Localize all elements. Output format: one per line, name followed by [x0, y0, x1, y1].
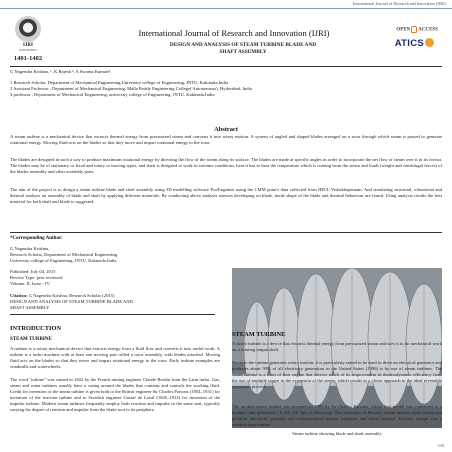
citation-label: Citation: — [10, 293, 28, 298]
abstract-rule — [10, 232, 442, 233]
open-lock-icon — [411, 26, 417, 33]
right-para-2: Because the turbine generates rotary motion, it is particularly suited to be used to drive an electrical generator and produces about 90% of all electricity generation in the United States (1996) is by use of steam turbines. The steam turbine is a form of heat engine that derives much of its improvement in thermodynamic efficiency from the use of multiple stages in the expansion of the steam, which results in a closer approach to the ideal reversible expansion process. — [232, 360, 442, 389]
review-type: Review Type: peer reviewed — [10, 275, 63, 280]
logo-sub: PUBLISHERS — [18, 48, 37, 52]
citation-line-2: DESIGN AND ANALYSIS OF STEAM TURBINE BLADE AND — [10, 299, 133, 304]
atics-logo — [395, 38, 434, 49]
header-rule — [10, 66, 442, 67]
corresponding-name: G Nagendra Krishna, — [10, 246, 50, 251]
running-title: International Journal of Research and Innovation (IJRI) — [352, 1, 446, 6]
corresponding-heading: *Corresponding Author: — [10, 236, 63, 241]
issn: 1401-1402 — [13, 55, 43, 62]
open-access-pre: OPEN — [396, 27, 411, 33]
right-steam-turbine-heading: STEAM TURBINE — [232, 331, 286, 338]
article-title-line1: DESIGN AND ANALYSIS OF STEAM TURBINE BLADE AND — [169, 42, 317, 48]
logo-name: IJRI — [22, 43, 33, 48]
running-header — [0, 0, 452, 9]
article-title — [98, 42, 388, 56]
volume-issue: Volume: II, Issue : IV — [10, 281, 50, 286]
abstract-heading: Abstract — [214, 126, 238, 133]
abstract-para-2: The blades are designed in such a way to produce maximum rotational energy by directing the flow of the steam along its surface. The blades are made at specific angles in order to incorporate the net flow of steam over it in its favour. The blades may be of stationary or fixed and rotary or moving types, and shaft is designed to work in extreme conditions, hear it has to bear the temperature which is coming from the steam and loads (weight and centrifugal forces) of the blades assembly and other assembly parts. — [10, 157, 442, 174]
open-access-badge — [396, 26, 438, 33]
open-access-post: ACCESS — [418, 27, 438, 33]
atics-text: ATICS — [394, 38, 424, 49]
citation-rule — [10, 314, 215, 315]
abstract-para-1: A steam turbine is a mechanical device that extracts thermal energy from pressurized steam and converts it into rotary motion. A system of angled and shaped blades arranged on a rotor through which steam is passed to generate rotational energy. Moving fluid acts on the blades so that they move and impart rotational energy to the rotor. — [10, 134, 442, 145]
photo-caption: Steam turbine showing blade and shaft assembly — [292, 431, 382, 436]
affiliation-2: 2 Assistant Professor , Department of Mechanical Engineering, Malla Reddy Engineering College( Autonomous), Hyderabad, India — [10, 86, 252, 91]
published-date: Published: July 04, 2015 — [10, 269, 56, 274]
corresponding-role: Research Scholar, Department of Mechanical Engineering, — [10, 252, 119, 257]
journal-header — [0, 12, 452, 64]
ijri-logo-icon — [15, 16, 41, 42]
introduction-heading: INTRODUCTION — [10, 325, 62, 332]
right-para-3: The modern steam turbine was invented in 1884 by Sir Charles Parsons, whose first model was connected to a dynamo that generated 7.5 kW (10 Hp) of electricity. The invention of Parson's steam turbine made cheap and plentiful electricity possible and revolutionized marine transport and naval warfare. Parsons' design was a reaction type turbine. — [232, 404, 442, 427]
author-names: G Nagendra Krishna, ¹, K Rajesh ², A Swarna Kumari³, — [10, 69, 112, 74]
affiliation-1: 1 Research Scholar, Department of Mechanical Engineering,University college of Engineering, JNTU, Kakinada,India — [10, 80, 228, 85]
page-number: 330 — [437, 443, 444, 448]
abstract-para-3: The aim of the project is to design a steam turbine blade and shaft assembly using 3D modelling software Pro/Engineer using the CMM point's data collected from HPCL Vishakhapatnam. And simulating structural, vibrational and thermal analysis on assembly of blade and shaft by applying different materials. By conducting above analysis stresses developing on blade, mode shape of the blade and thermal behaviour are found. Using analysis results the best material for both shaft and blade is suggested. — [10, 187, 442, 204]
intro-para-2: The word "turbine" was coined in 1822 by the French mining engineer Claude Burdin from the Latin turbo. Gas, steam and water turbines usually have a casing around the blades that contains and controls the working fluid. Credit for invention of the steam turbine is given both to the British engineer Sir Charles Parsons (1854–1931) for invention of the reaction turbine and to Swedish engineer Gustaf de Laval (1845–1913) for invention of the impulse turbine. Modern steam turbines frequently employ both reaction and impulse in the same unit, typically varying the degree of reaction and impulse from the blade root to its periphery. — [10, 377, 220, 412]
atics-dot-icon — [425, 38, 434, 47]
citation-line-3: SHAFT ASSEMBLY — [10, 305, 50, 310]
right-para-1: A steam turbine is a device that extracts thermal energy from pressurized steam and uses it to do mechanical work on a rotating output shaft. — [232, 341, 442, 352]
intro-para-1: A turbine is a rotary mechanical device that extracts energy from a fluid flow and converts it into useful work. A turbine is a turbo machine with at least one moving part called a rotor assembly, with blades attached. Moving fluid acts on the blades so that they move and impart rotational energy to the rotor. Early turbine examples are windmills and waterwheels. — [10, 346, 220, 369]
corresponding-institute: University college of Engineering, JNTU, Kakinada,India — [10, 258, 117, 263]
journal-title: International Journal of Research and Innovation (IJRI) — [138, 28, 330, 38]
citation-text-1: G Nagendra Krishna, Research Scholar (2015) — [28, 293, 115, 298]
steam-turbine-subheading: STEAM TURBINE — [10, 337, 52, 342]
ijri-logo — [10, 16, 46, 64]
article-title-line2: SHAFT ASSEMBLY — [219, 49, 267, 55]
affiliation-3: 3 professor , Department of Mechanical Engineering, university college of Engineering, JNTU, Kakinada,India — [10, 92, 215, 97]
